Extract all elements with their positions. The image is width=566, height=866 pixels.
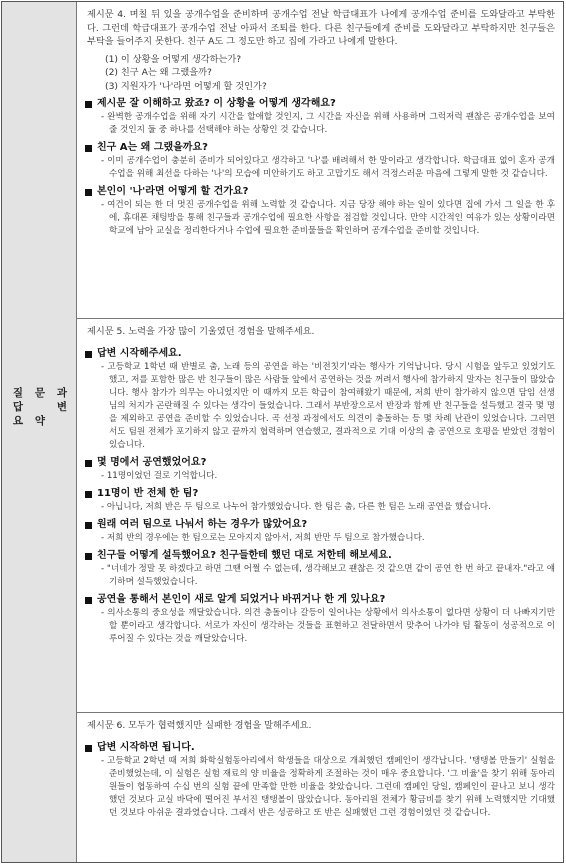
sub-question: (3) 지원자가 '나'라면 어떻게 할 것인가? [105,80,267,92]
qa-item [77,347,563,452]
square-bullet-icon [85,460,92,467]
section-label-column [2,2,77,862]
qa-item [77,593,563,646]
section-prompt-6 [77,713,563,864]
answer: - 이미 공개수업이 충분히 준비가 되어있다고 생각하고 '나'를 배려해서 한 말이라고 생각합니다. 학급대표 없이 혼자 공개수업을 위해 최선을 다하는 '나'의 모습에 미안하기도 하고 고맙기도 해서 걱정스러운 마음에 그렇게 말한 것 같습니다. [101,156,555,179]
qa-item [77,456,563,483]
answer: - 아닙니다, 저희 반은 두 팀으로 나누어 참가했었습니다. 한 팀은 춤, 다른 한 팀은 노래 공연을 했습니다. [101,501,491,512]
question: 답변 시작해주세요. [85,347,555,361]
label-col-3: 과 변 [56,387,68,413]
answer: - 의사소통의 중요성을 깨달았습니다. 의견 충돌이나 갈등이 일어나는 상황에서 의사소통이 없다면 상황이 더 나빠지기만 할 뿐이라고 생각합니다. 서로가 자신이 생각하는 것들을 표현하고 전달하면서 맞추어 나가야 팀 활동이 성공적으로 이루어질 수 있다는 것을 깨달았습니다. [101,607,555,644]
question: 친구 A는 왜 그랬을까요? [85,141,555,155]
question: 공연을 통해서 본인이 새로 알게 되었거나 바뀌거나 한 게 있나요? [85,593,555,607]
section-prompt-5 [77,319,563,713]
qa-item [77,741,563,820]
square-bullet-icon [85,189,92,196]
square-bullet-icon [85,745,92,752]
answer: - 저희 반의 경우에는 한 팀으로는 모아지지 않아서, 저희 반만 두 팀으로 참가했습니다. [101,532,425,543]
answer: - 완벽한 공개수업을 위해 자기 시간을 할애할 것인지, 그 시간을 자신을 위해 사용하며 그럭저럭 괜찮은 공개수업을 보여줄 것인지 둘 중 하나를 선택해야 하는 상황인 것 같습니다. [101,112,555,135]
content-column [77,2,563,862]
qa-summary-table [1,1,564,863]
square-bullet-icon [85,522,92,529]
square-bullet-icon [85,351,92,358]
qa-item [77,141,563,181]
answer: - 고등학교 1학년 때 반별로 춤, 노래 등의 공연을 하는 '비전칫기'라는 행사가 기억납니다. 당시 시험을 앞두고 있었기도 했고, 저를 포함한 많은 반 친구들이 많은 사람들 앞에서 공연하는 것을 꺼려서 행사에 참가하지 말자는 친구들이 많았습니다. 행사 참가가 의무는 아니었지만 이 때까지 모든 학급이 참여해왔기 때문에, 저희 반이 참가하지 않으면 담임 선생님의 처지가 곤란해질 수 있다는 생각이 들었습니다. 그래서 부반장으로서 반장과 함께 반 친구들을 설득했고 결국 몇 명을 제외하고 공연을 준비할 수 있었습니다. 곡 선정 과정에서도 의견이 충돌하는 등 몇 차례 난관이 있었습니다. 그러면서도 팀원 전체가 포기하지 않고 끝까지 협력하며 연습했고, 결과적으로 기대 이상의 춤 공연으로 호평을 받았던 경험이 있습니다. [101,361,555,450]
answer: - "너네가 정말 못 하겠다고 하면 그땐 어쩔 수 없는데, 생각해보고 괜찮은 것 같으면 같이 공연 한 번 하고 끝내자."라고 얘기하며 설득했었습니다. [101,563,555,587]
section-prompt-4 [77,2,563,319]
qa-item [77,549,563,589]
qa-item [77,185,563,238]
question: 제시문 잘 이해하고 왔죠? 이 상황을 어떻게 생각해요? [85,97,555,111]
question: 몇 명에서 공연했었어요? [85,456,555,470]
answer: - 고등학교 2학년 때 저희 화학실험동아리에서 학생들을 대상으로 개최했던 캠페인이 생각납니다. '탱탱볼 만들기' 실험을 준비했었는데, 이 실험은 실험 재료의 양 비율을 정확하게 조절하는 것이 매우 중요합니다. '그 비율'을 찾기 위해 동아리원들이 협동하여 수십 번의 실험 끝에 만족할 만한 비율을 찾았습니다. 그런데 캠페인 당일, 캠페인이 끝나고 보니 생각했던 것보다 교실 바닥에 떨어진 부서진 탱탱볼이 많았습니다. 동아리원 전체가 황금비를 찾기 위해 노력했지만 기대했던 것보다 아쉬운 결과였습니다. 그래서 반은 성공하고 또 반은 실패했던 그런 경험이었던 것 같습니다. [101,755,555,818]
qa-item [77,487,563,514]
square-bullet-icon [85,101,92,108]
prompt-text: 제시문 4. 며칠 뒤 있을 공개수업을 준비하며 공개수업 전날 학급대표가 나에게 공개수업 준비를 도와달라고 부탁한다. 그런데 학급대표가 공개수업 전날 아파서 조퇴를 한다. 다른 친구들에게 준비를 도와달라고 부탁하지만 친구들은 부탁을 들어주지 못한다. 친구 A도 그 정도만 하고 집에 가라고 나에게 말한다. [87,9,555,47]
qa-item [77,518,563,545]
label-col-1: 질 답 요 [12,387,24,427]
sub-question: (2) 친구 A는 왜 그랬을까? [105,67,212,78]
square-bullet-icon [85,491,92,498]
square-bullet-icon [85,597,92,604]
question: 답변 시작하면 됩니다. [85,741,555,755]
prompt-text: 제시문 6. 모두가 협력했지만 실패한 경험을 말해주세요. [87,720,312,731]
square-bullet-icon [85,553,92,560]
square-bullet-icon [85,145,92,152]
label-col-2: 문 약 [34,387,46,427]
qa-item [77,97,563,137]
question: 원래 여러 팀으로 나눠서 하는 경우가 많았어요? [85,518,555,532]
answer: - 11명이었던 걸로 기억합니다. [101,470,218,481]
answer: - 여건이 되는 한 더 멋진 공개수업을 위해 노력할 것 같습니다. 지금 당장 해야 하는 일이 있다면 집에 가서 그 일을 한 후에, 휴대폰 채팅방을 통해 친구들과 공개수업에 필요한 사항을 점검할 것입니다. 만약 시간적인 여유가 있는 상황이라면 학교에 남아 교실을 정리한다거나 수업에 필요한 준비물들을 확인하며 공개수업을 준비할 것입니다. [101,200,555,236]
question: 친구들 어떻게 설득했어요? 친구들한테 했던 대로 저한테 해보세요. [85,549,555,563]
prompt-text: 제시문 5. 노력을 가장 많이 기울였던 경험을 말해주세요. [87,326,315,337]
sub-question: (1) 이 상황을 어떻게 생각하는가? [105,53,242,65]
question: 본인이 '나'라면 어떻게 할 건가요? [85,185,555,199]
question: 11명이 반 전체 한 팀? [85,487,555,501]
